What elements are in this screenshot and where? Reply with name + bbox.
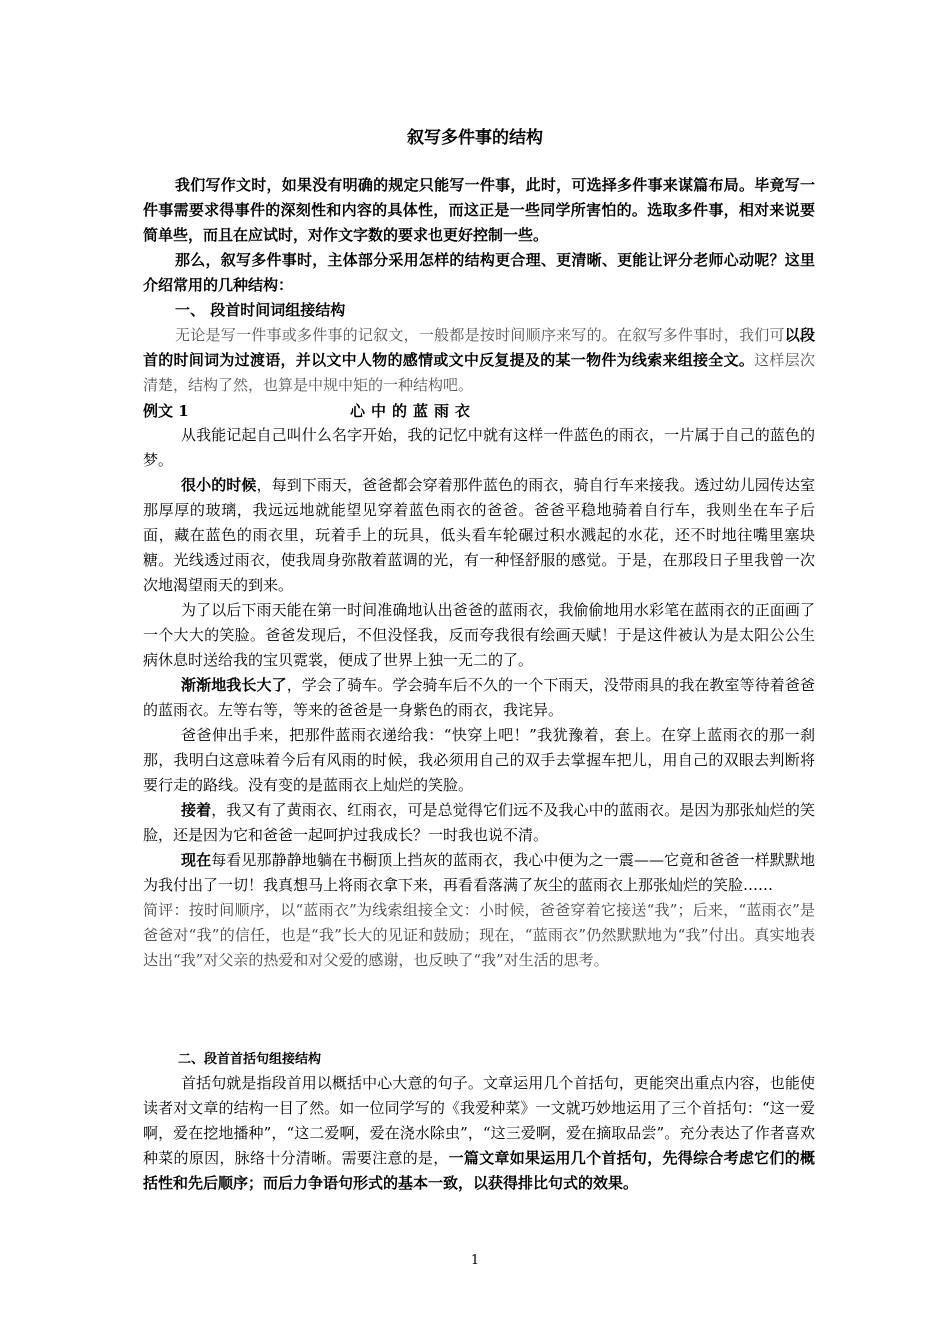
section-2-text-a: 首括句就是指段首用以概括中心大意的句子。文章运用几个首括句，更能突出重点内容，也能使读者对文章的结构一目了然。如一位同学写的《我爱种菜》一文就巧妙地运用了三个首括句：“这一爱啊，爱在挖地播种”，“这二爱啊，爱在浇水除虫”，“这三爱啊，爱在摘取品尝”。充分表达了作者喜欢种菜的原因，脉络十分清晰。需要注意的是， (143, 1074, 815, 1167)
example-paragraph-2-text: ，每到下雨天，爸爸都会穿着那件蓝色的雨衣，骑自行车来接我。透过幼儿园传达室那厚厚的玻璃，我远远地就能望见穿着蓝色雨衣的爸爸。爸爸平稳地骑着自行车，我则坐在车子后面，藏在蓝色的雨衣里，玩着手上的玩具，低头看车轮碾过积水溅起的水花，还不时地往嘴里塞块糖。光线透过雨衣，使我周身弥散着蓝调的光，有一种怪舒服的感觉。于是，在那段日子里我曾一次次地渴望雨天的到来。 (143, 476, 815, 594)
example-paragraph-7-text: 每看见那静静地躺在书橱顶上挡灰的蓝雨衣，我心中便为之一震——它竟和爸爸一样默默地为我付出了一切！我真想马上将雨衣拿下来，再看看落满了灰尘的蓝雨衣上那张灿烂的笑脸…… (143, 851, 815, 894)
example-title: 心中的蓝雨衣 (350, 402, 477, 420)
section-1-text-b: 这样层次清楚，结构了然，也算是中规中矩的一种结构吧。 (143, 351, 815, 394)
section-2-text-bold: 一篇文章如果运用几个首括句，先得综合考虑它们的概括性和先后顺序；而后力争语句形式的基本一致，以获得排比句式的效果。 (143, 1149, 815, 1192)
example-paragraph-1: 从我能记起自己叫什么名字开始，我的记忆中就有这样一件蓝色的雨衣，一片属于自己的蓝色的梦。 (143, 426, 815, 469)
section-1-paragraph (143, 323, 815, 398)
section-1-heading: 一、 段首时间词组接结构 (175, 301, 346, 319)
time-word-3: 接着 (181, 801, 212, 819)
example-paragraph-4 (143, 673, 815, 723)
intro-paragraph-1: 我们写作文时，如果没有明确的规定只能写一件事，此时，可选择多件事来谋篇布局。毕竟写一件事需要求得事件的深刻性和内容的具体性，而这正是一些同学所害怕的。选取多件事，相对来说要简单些，而且在应试时，对作文字数的要求也更好控制一些。 (143, 176, 815, 244)
example-paragraph-6 (143, 798, 815, 848)
section-1-text-bold: 以段首的时间词为过渡语，并以文中人物的感情或文中反复提及的某一物件为线索来组接全文。 (143, 326, 815, 369)
example-label: 例文 1 (143, 402, 189, 420)
section-2-body (143, 1071, 815, 1196)
example-paragraph-4-text: ，学会了骑车。学会骑车后不久的一个下雨天，没带雨具的我在教室等待着爸爸的蓝雨衣。左等右等，等来的爸爸是一身紫色的雨衣，我诧异。 (143, 676, 815, 719)
example-paragraph-7 (143, 848, 815, 898)
time-word-1: 很小的时候 (181, 476, 257, 494)
section-2-heading: 二、段首首括句组接结构 (178, 1052, 322, 1067)
example-comment: 简评：按时间顺序，以“蓝雨衣”为线索组接全文：小时候，爸爸穿着它接送“我”；后来，“蓝雨衣”是爸爸对“我”的信任，也是“我”长大的见证和鼓励；现在，“蓝雨衣”仍然默默地为“我”付出。真实地表达出“我”对父亲的热爱和对父爱的感谢，也反映了“我”对生活的思考。 (143, 901, 815, 969)
section-2-paragraph (143, 1071, 815, 1196)
intro-section (143, 173, 815, 398)
example-paragraph-5: 爸爸伸出手来，把那件蓝雨衣递给我：“快穿上吧！”我犹豫着，套上。在穿上蓝雨衣的那一刹那，我明白这意味着今后有风雨的时候，我必须用自己的双手去掌握车把儿，用自己的双眼去判断将要行走的路线。没有变的是蓝雨衣上灿烂的笑脸。 (143, 726, 815, 794)
intro-paragraph-2: 那么，叙写多件事时，主体部分采用怎样的结构更合理、更清晰、更能让评分老师心动呢？这里介绍常用的几种结构： (143, 251, 815, 294)
example-1-body (143, 423, 815, 973)
page-number: 1 (470, 1253, 480, 1268)
example-paragraph-2 (143, 473, 815, 598)
example-paragraph-3: 为了以后下雨天能在第一时间准确地认出爸爸的蓝雨衣，我偷偷地用水彩笔在蓝雨衣的正面画了一个大大的笑脸。爸爸发现后，不但没怪我，反而夸我很有绘画天赋！于是这件被认为是太阳公公生病休息时送给我的宝贝霓裳，便成了世界上独一无二的了。 (143, 601, 815, 669)
time-word-2: 渐渐地我长大了 (181, 676, 287, 694)
section-1-text-a: 无论是写一件事或多件事的记叙文，一般都是按时间顺序来写的。在叙写多件事时，我们可 (175, 326, 785, 344)
example-paragraph-6-text: ，我又有了黄雨衣、红雨衣，可是总觉得它们远不及我心中的蓝雨衣。是因为那张灿烂的笑脸，还是因为它和爸爸一起呵护过我成长？一时我也说不清。 (143, 801, 815, 844)
document-title: 叙写多件事的结构 (407, 128, 543, 148)
time-word-4: 现在 (181, 851, 212, 869)
